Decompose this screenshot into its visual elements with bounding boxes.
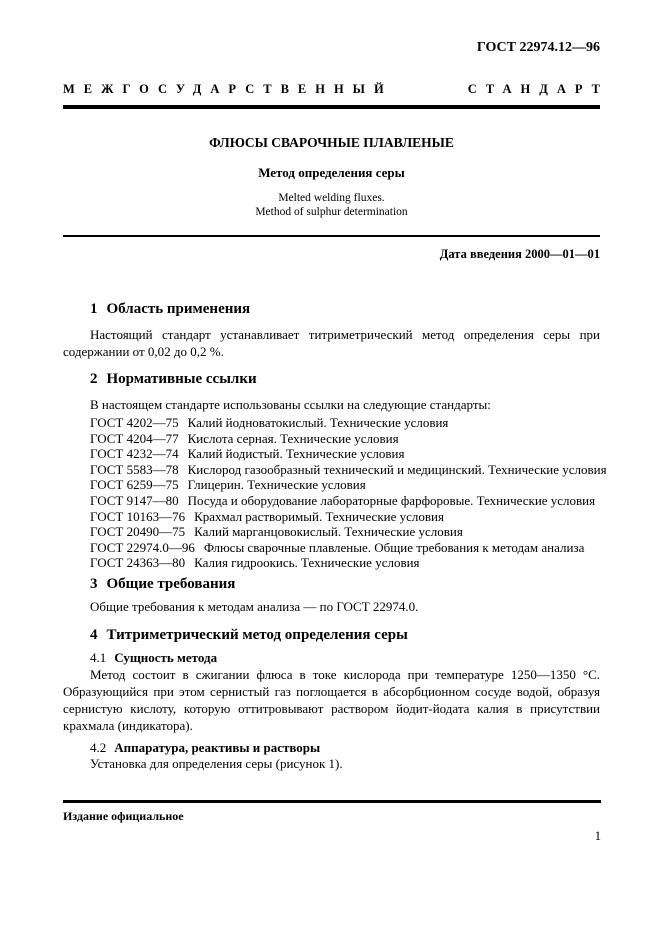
reference-code: ГОСТ 9147—80 — [90, 492, 179, 508]
section-1-paragraph: Настоящий стандарт устанавливает титриметрический метод определения серы при содержании от 0,02 до 0,2 %. — [63, 327, 600, 359]
subsection-4-2-heading — [63, 740, 600, 756]
title-separator-rule — [63, 235, 600, 237]
reference-code: ГОСТ 5583—78 — [90, 461, 179, 477]
title-en-line2: Method of sulphur determination — [255, 206, 408, 218]
document-title-en — [63, 191, 600, 219]
subsection-4-1-paragraph: Метод состоит в сжигании флюса в токе кислорода при температуре 1250—1350 °С. Образующийся при этом сернистый газ поглощается в абсорбционном сосуде водой, образуя сернистую кислоту, которую оттитровывают раствором йодит-йодата калия в присутствии крахмала (индикатора). — [63, 666, 600, 733]
subsection-4-2-paragraph: Установка для определения серы (рисунок 1). — [90, 755, 343, 771]
gost-reference — [63, 446, 600, 462]
banner-word-interstate: МЕЖГОСУДАРСТВЕННЫЙ — [63, 82, 393, 96]
section-2-title: Нормативные ссылки — [106, 371, 257, 387]
reference-title: Флюсы сварочные плавленые. Общие требования к методам анализа — [203, 539, 585, 555]
document-subtitle-ru: Метод определения серы — [258, 165, 405, 180]
gost-reference — [63, 509, 600, 525]
section-2-number: 2 — [90, 371, 98, 387]
reference-title: Глицерин. Технические условия — [187, 477, 366, 493]
reference-code: ГОСТ 6259—75 — [90, 477, 179, 493]
reference-code: ГОСТ 22974.0—96 — [90, 539, 195, 555]
gost-reference — [63, 431, 600, 447]
section-3-title: Общие требования — [106, 575, 236, 592]
reference-code: ГОСТ 4232—74 — [90, 446, 179, 462]
subsection-4-2-number: 4.2 — [90, 739, 107, 755]
reference-title: Кислород газообразный технический и медицинский. Технические условия — [187, 461, 607, 477]
section-1-number: 1 — [90, 301, 98, 317]
section-3-paragraph: Общие требования к методам анализа — по ГОСТ 22974.0. — [90, 598, 419, 614]
section-4-number: 4 — [90, 626, 98, 643]
reference-title: Крахмал растворимый. Технические условия — [194, 508, 444, 524]
gost-reference — [63, 461, 607, 478]
subsection-4-1-number: 4.1 — [90, 649, 107, 665]
gost-reference — [63, 540, 600, 556]
section-2-heading — [63, 370, 600, 388]
banner-word-standard: СТАНДАРТ — [467, 82, 609, 96]
reference-title: Калия гидроокись. Технические условия — [194, 555, 420, 571]
title-en-line1: Melted welding fluxes. — [278, 192, 385, 204]
reference-code: ГОСТ 24363—80 — [90, 555, 186, 571]
section-1-heading — [63, 300, 600, 318]
reference-title: Калий йодистый. Технические условия — [187, 446, 405, 462]
reference-title: Калий йодноватокислый. Технические условия — [187, 415, 449, 430]
section-4-heading — [63, 626, 600, 644]
gost-reference — [63, 493, 600, 509]
document-title-ru: ФЛЮСЫ СВАРОЧНЫЕ ПЛАВЛЕНЫЕ — [209, 135, 454, 150]
gost-reference — [63, 524, 600, 540]
reference-title: Посуда и оборудование лабораторные фарфоровые. Технические условия — [187, 492, 596, 508]
edition-label: Издание официальное — [63, 809, 184, 823]
reference-code: ГОСТ 20490—75 — [90, 524, 186, 540]
reference-code: ГОСТ 10163—76 — [90, 508, 186, 524]
gost-reference — [63, 555, 600, 571]
reference-title: Калий марганцовокислый. Технические условия — [194, 524, 463, 540]
reference-code: ГОСТ 4202—75 — [90, 415, 179, 430]
page-number: 1 — [594, 829, 601, 843]
effective-date: Дата введения 2000—01—01 — [439, 247, 600, 261]
gost-reference — [63, 477, 600, 493]
gost-reference — [63, 415, 600, 431]
header-rule — [63, 105, 600, 109]
section-2-intro: В настоящем стандарте использованы ссылки на следующие стандарты: — [90, 397, 491, 412]
page-footer — [63, 800, 601, 844]
normative-references-list — [63, 415, 607, 571]
subsection-4-2-title: Аппаратура, реактивы и растворы — [114, 739, 321, 755]
document-number: ГОСТ 22974.12—96 — [476, 40, 600, 55]
section-3-heading — [63, 575, 600, 593]
subsection-4-1-heading — [63, 650, 600, 666]
reference-title: Кислота серная. Технические условия — [187, 430, 399, 446]
section-3-number: 3 — [90, 575, 98, 592]
section-1-title: Область применения — [106, 301, 251, 317]
subsection-4-1-title: Сущность метода — [114, 649, 218, 665]
section-4-title: Титриметрический метод определения серы — [106, 626, 408, 643]
reference-code: ГОСТ 4204—77 — [90, 430, 179, 446]
standard-type-banner — [63, 82, 609, 97]
